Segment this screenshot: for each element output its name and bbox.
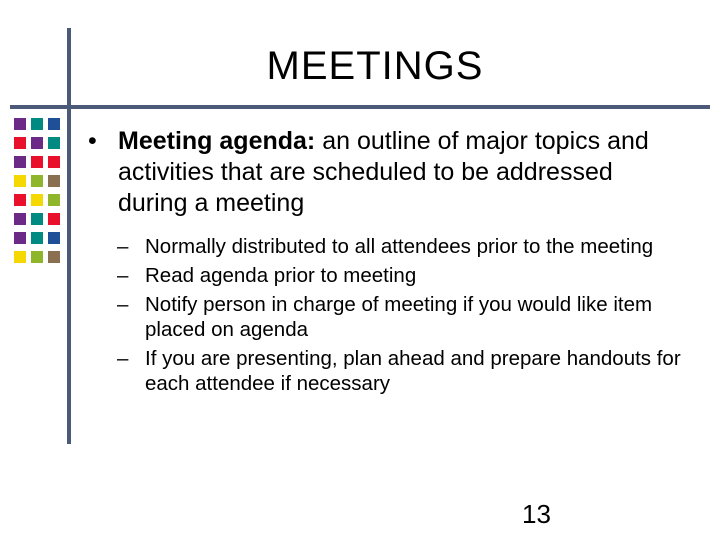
slide-body <box>88 126 688 400</box>
decorative-square <box>14 251 26 263</box>
decorative-square <box>31 194 43 206</box>
dash-marker: – <box>117 293 129 316</box>
sub-bullet <box>88 263 688 288</box>
main-bullet-definition: an outline of major topics and activities that are scheduled to be addressed during a meeting <box>118 127 649 217</box>
page-number: 13 <box>522 499 551 529</box>
decorative-square <box>14 137 26 149</box>
horizontal-rule <box>10 105 710 109</box>
decorative-square <box>31 232 43 244</box>
main-bullet-term: Meeting agenda: <box>118 127 316 155</box>
bullet-marker: • <box>88 127 97 155</box>
decorative-square <box>48 251 60 263</box>
dash-marker: – <box>117 264 129 287</box>
decorative-square <box>14 232 26 244</box>
sub-bullet-text: Read agenda prior to meeting <box>145 264 417 287</box>
sub-bullet <box>88 234 688 259</box>
decorative-square <box>48 194 60 206</box>
decorative-square <box>14 194 26 206</box>
decorative-square-grid <box>14 118 64 278</box>
sub-bullet <box>88 292 688 342</box>
decorative-square <box>14 156 26 168</box>
dash-marker: – <box>117 347 129 370</box>
decorative-square <box>48 232 60 244</box>
decorative-square <box>31 137 43 149</box>
decorative-square <box>48 118 60 130</box>
decorative-square <box>14 118 26 130</box>
main-bullet <box>88 126 688 219</box>
sub-bullet-text: Normally distributed to all attendees prior to the meeting <box>145 235 654 258</box>
sub-bullet <box>88 346 688 396</box>
slide-title: MEETINGS <box>266 44 484 88</box>
decorative-square <box>31 118 43 130</box>
decorative-square <box>48 137 60 149</box>
decorative-square <box>31 156 43 168</box>
decorative-square <box>48 175 60 187</box>
decorative-square <box>31 213 43 225</box>
sub-bullet-text: If you are presenting, plan ahead and prepare handouts for each attendee if necessary <box>145 347 681 395</box>
sub-bullet-text: Notify person in charge of meeting if you would like item placed on agenda <box>145 293 653 341</box>
vertical-rule <box>67 28 71 444</box>
decorative-square <box>31 175 43 187</box>
decorative-square <box>48 156 60 168</box>
decorative-square <box>48 213 60 225</box>
decorative-square <box>14 213 26 225</box>
decorative-square <box>14 175 26 187</box>
dash-marker: – <box>117 235 129 258</box>
decorative-square <box>31 251 43 263</box>
